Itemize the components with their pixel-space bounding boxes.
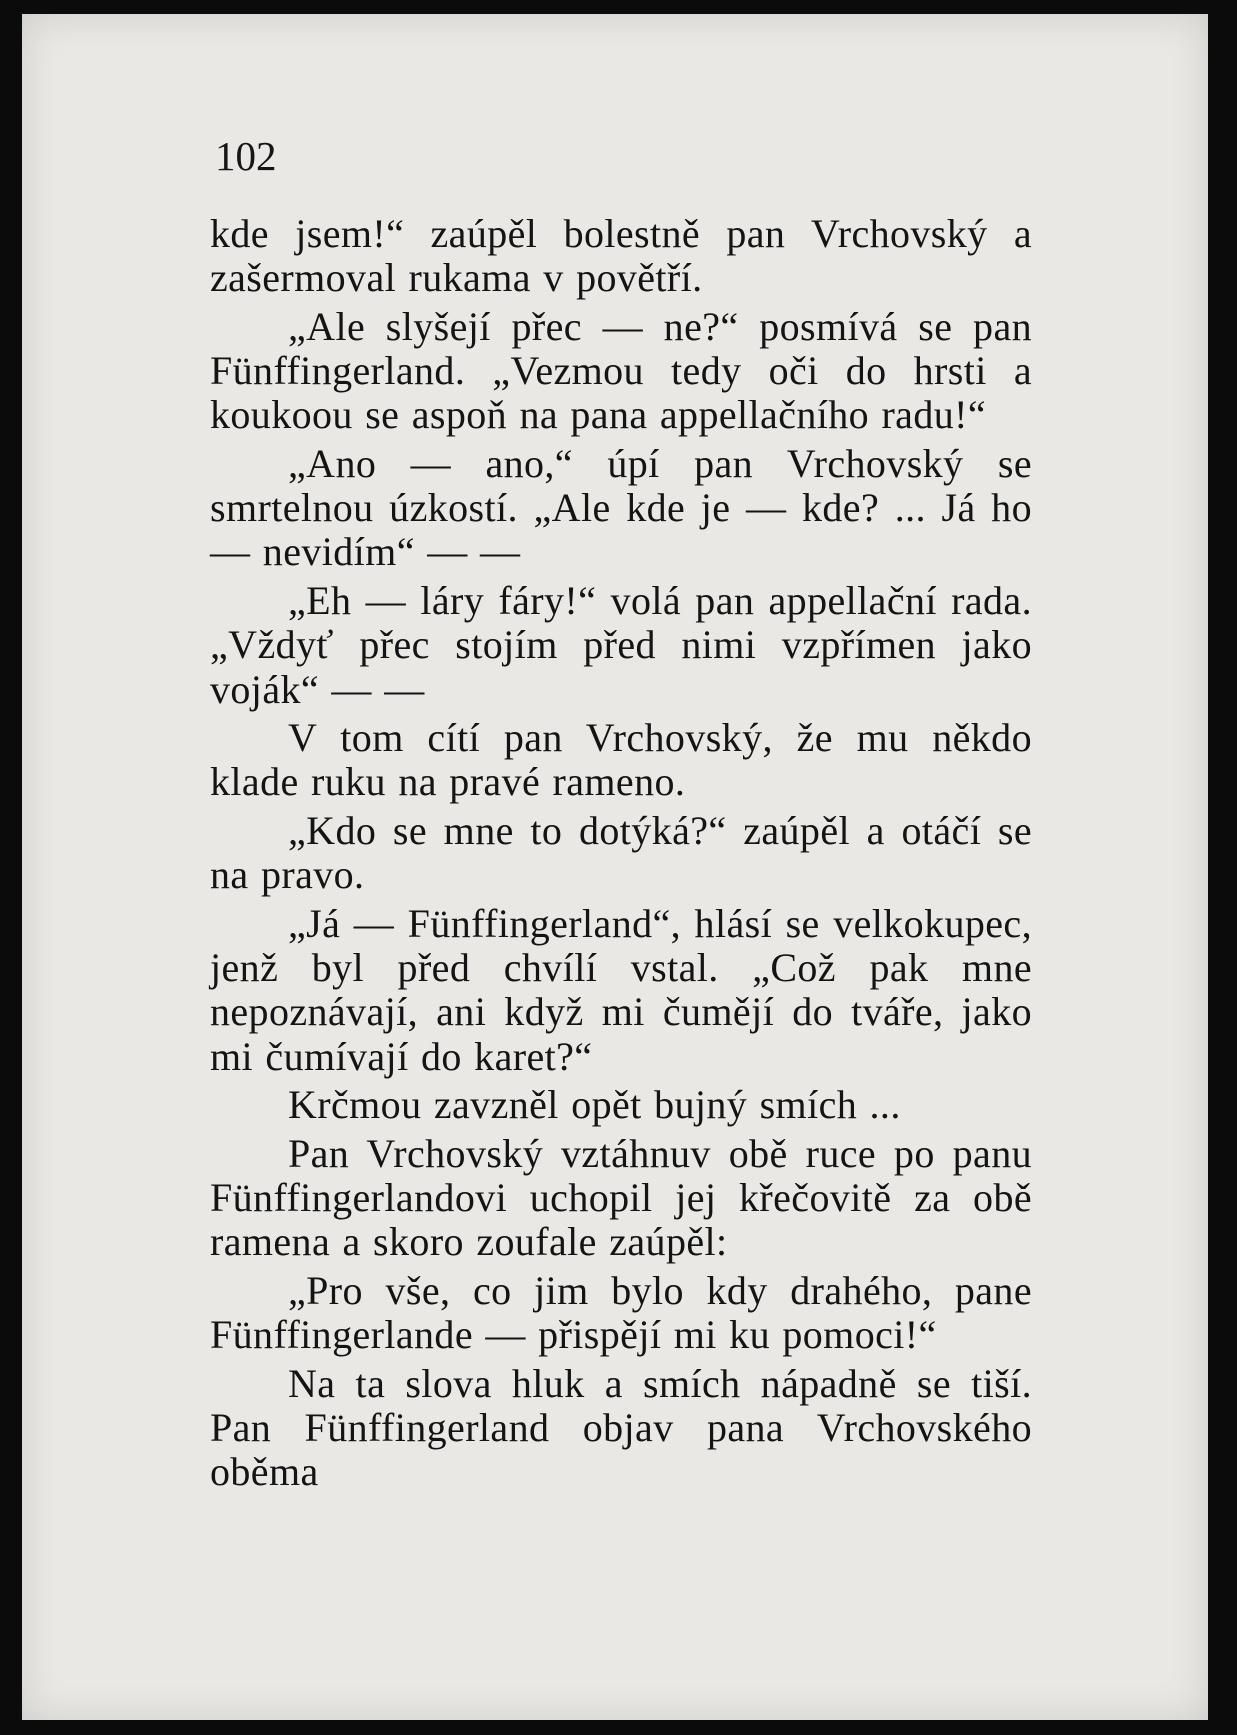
book-page (22, 14, 1208, 1720)
paragraph: „Ano — ano,“ úpí pan Vrchovský se smrtelnou úzkostí. „Ale kde je — kde? ... Já ho — nevidím“ — — (210, 441, 1032, 575)
paragraph: „Eh — láry fáry!“ volá pan appellační rada. „Vždyť přec stojím před nimi vzpřímen jako voják“ — — (210, 578, 1032, 712)
paragraph: Krčmou zavzněl opět bujný smích ... (288, 1082, 901, 1128)
paragraph: „Pro vše, co jim bylo kdy drahého, pane Fünffingerlande — přispějí mi ku pomoci!“ (210, 1268, 1032, 1358)
paragraph: kde jsem!“ zaúpěl bolestně pan Vrchovský a zašermoval rukama v povětří. (210, 211, 1032, 301)
paragraph: Na ta slova hluk a smích nápadně se tiší. Pan Fünffingerland objav pana Vrchovského oběma (210, 1361, 1032, 1495)
paragraph: „Ale slyšejí přec — ne?“ posmívá se pan Fünffingerland. „Vezmou tedy oči do hrsti a koukoou se aspoň na pana appellačního radu!“ (210, 303, 1032, 438)
paragraph: Pan Vrchovský vztáhnuv obě ruce po panu Fünffingerlandovi uchopil jej křečovitě za obě ramena a skoro zoufale zaúpěl: (210, 1131, 1032, 1265)
paragraph: V tom cítí pan Vrchovský, že mu někdo klade ruku na pravé rameno. (210, 715, 1032, 805)
page-number: 102 (215, 133, 277, 179)
paragraph: „Kdo se mne to dotýká?“ zaúpěl a otáčí se na pravo. (210, 808, 1032, 898)
paragraph: „Já — Fünffingerland“, hlásí se velkokupec, jenž byl před chvílí vstal. „Což pak mne nepoznávají, ani když mi čumějí do tváře, jako mi čumívají do karet?“ (210, 901, 1032, 1079)
body-text (210, 212, 1032, 1499)
